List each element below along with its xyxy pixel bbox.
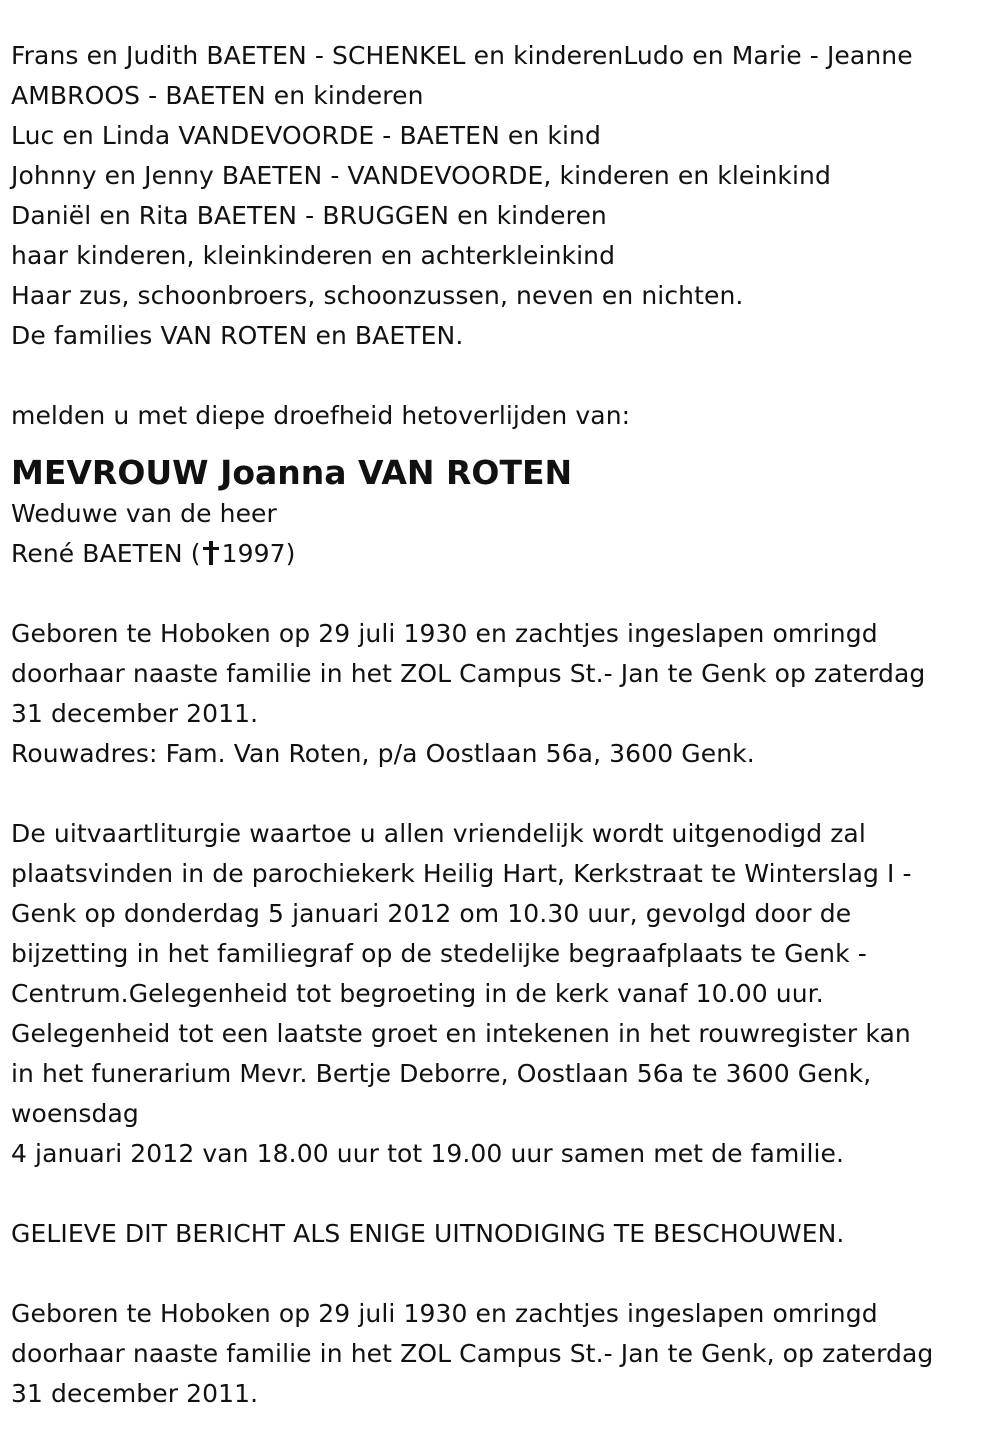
family-line: Frans en Judith BAETEN - SCHENKEL en kinderenLudo en Marie - Jeanne bbox=[11, 41, 913, 70]
invitation-notice: GELIEVE DIT BERICHT ALS ENIGE UITNODIGING TE BESCHOUWEN. bbox=[11, 1219, 845, 1248]
family-line: Daniël en Rita BAETEN - BRUGGEN en kinderen bbox=[11, 201, 607, 230]
spacer bbox=[11, 774, 991, 814]
family-list bbox=[11, 36, 991, 356]
spacer bbox=[11, 356, 991, 396]
paragraph-line: 31 december 2011. bbox=[11, 699, 259, 728]
funeral-paragraph bbox=[11, 814, 991, 1174]
paragraph-line: Genk op donderdag 5 januari 2012 om 10.30 uur, gevolgd door de bbox=[11, 899, 852, 928]
family-line: Luc en Linda VANDEVOORDE - BAETEN en kind bbox=[11, 121, 601, 150]
paragraph-line: in het funerarium Mevr. Bertje Deborre, Oostlaan 56a te 3600 Genk, bbox=[11, 1059, 872, 1088]
paragraph-line: 31 december 2011. bbox=[11, 1379, 259, 1408]
family-line: AMBROOS - BAETEN en kinderen bbox=[11, 81, 424, 110]
family-line: Johnny en Jenny BAETEN - VANDEVOORDE, kinderen en kleinkind bbox=[11, 161, 831, 190]
spacer bbox=[11, 1174, 991, 1214]
spouse-name: René BAETEN ( bbox=[11, 539, 201, 568]
spouse-line bbox=[11, 534, 991, 574]
announcement-text: melden u met diepe droefheid hetoverlijden van: bbox=[11, 401, 631, 430]
family-line: haar kinderen, kleinkinderen en achterkleinkind bbox=[11, 241, 616, 270]
paragraph-line: 4 januari 2012 van 18.00 uur tot 19.00 uur samen met de familie. bbox=[11, 1139, 845, 1168]
family-line: De families VAN ROTEN en BAETEN. bbox=[11, 321, 464, 350]
cross-icon bbox=[203, 541, 219, 565]
spacer bbox=[11, 1254, 991, 1294]
paragraph-line: Geboren te Hoboken op 29 juli 1930 en zachtjes ingeslapen omringd bbox=[11, 1299, 878, 1328]
paragraph-line: plaatsvinden in de parochiekerk Heilig Hart, Kerkstraat te Winterslag I - bbox=[11, 859, 912, 888]
spacer bbox=[11, 574, 991, 614]
paragraph-line: woensdag bbox=[11, 1099, 139, 1128]
birth-paragraph bbox=[11, 614, 991, 774]
deceased-name: MEVROUW Joanna VAN ROTEN bbox=[11, 453, 573, 492]
mourning-address: Rouwadres: Fam. Van Roten, p/a Oostlaan 56a, 3600 Genk. bbox=[11, 739, 755, 768]
widow-of-text: Weduwe van de heer bbox=[11, 499, 277, 528]
paragraph-line: De uitvaartliturgie waartoe u allen vriendelijk wordt uitgenodigd zal bbox=[11, 819, 866, 848]
family-line: Haar zus, schoonbroers, schoonzussen, neven en nichten. bbox=[11, 281, 744, 310]
paragraph-line: Gelegenheid tot een laatste groet en intekenen in het rouwregister kan bbox=[11, 1019, 911, 1048]
spouse-death-year: 1997) bbox=[221, 539, 296, 568]
paragraph-line: bijzetting in het familiegraf op de stedelijke begraafplaats te Genk - bbox=[11, 939, 867, 968]
paragraph-line: doorhaar naaste familie in het ZOL Campus St.- Jan te Genk, op zaterdag bbox=[11, 1339, 934, 1368]
repeat-paragraph bbox=[11, 1294, 991, 1414]
paragraph-line: doorhaar naaste familie in het ZOL Campus St.- Jan te Genk op zaterdag bbox=[11, 659, 926, 688]
paragraph-line: Centrum.Gelegenheid tot begroeting in de kerk vanaf 10.00 uur. bbox=[11, 979, 824, 1008]
obituary-document bbox=[11, 36, 991, 1414]
paragraph-line: Geboren te Hoboken op 29 juli 1930 en zachtjes ingeslapen omringd bbox=[11, 619, 878, 648]
